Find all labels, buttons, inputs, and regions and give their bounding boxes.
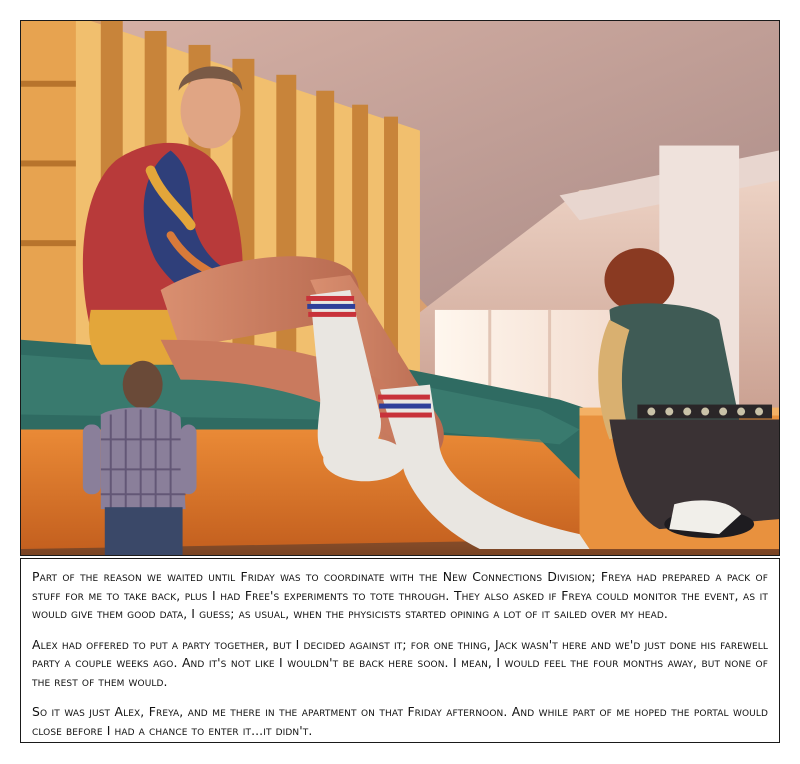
comic-panel-illustration [20,20,780,556]
caption-paragraph-1: Part of the reason we waited until Friday was to coordinate with the New Connections Division; Freya had prepared a pack of stuff for me to take back, plus I had Free's experiments to tote through. They also asked if Freya could monitor the event, as it would give them good data, I guess; as usual, when the physicists started opining a lot of it sailed over my head. [32,569,768,621]
caption-paragraph-2: Alex had offered to put a party together, but I decided against it; for one thing, Jack wasn't here and we'd just done his farewell party a couple weeks ago. And it's not like I wouldn't be back here soon. I mean, I would feel the four months away, but none of the rest of them would. [32,636,768,689]
caption-paragraph-3: So it was just Alex, Freya, and me there in the apartment on that Friday afternoon. And while part of me hoped the portal would close before I had a chance to enter it...it didn't. [32,704,768,738]
caption-box [20,558,780,743]
shelf-unit [21,21,76,350]
scene-illustration [21,21,779,555]
